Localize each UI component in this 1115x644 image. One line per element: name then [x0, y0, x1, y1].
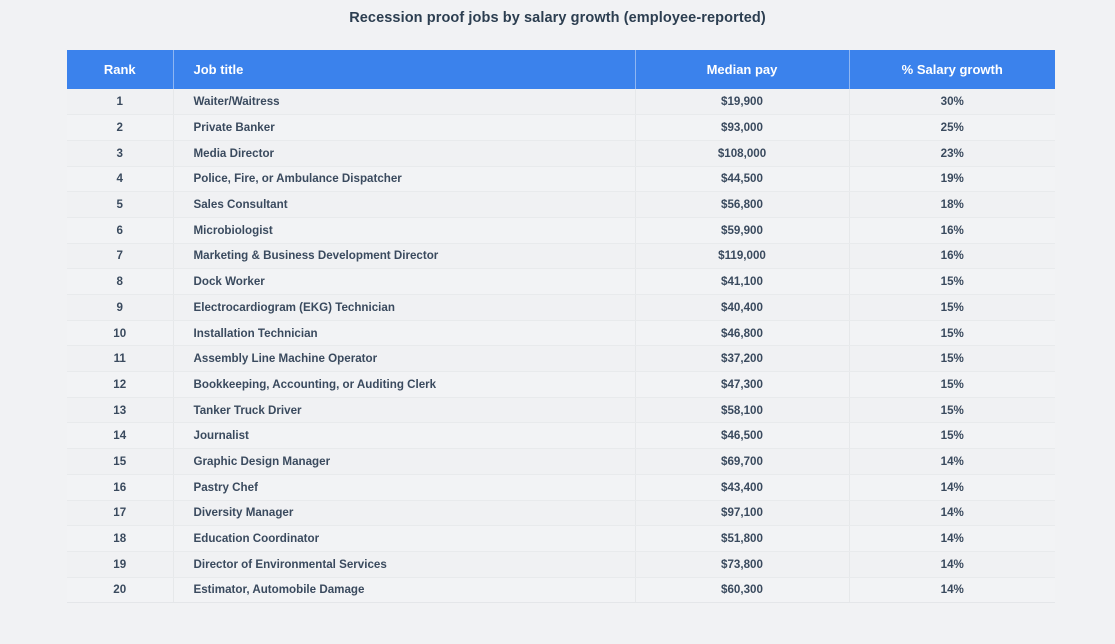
table-row [67, 423, 1055, 449]
cell-median-pay: $119,000 [635, 243, 849, 269]
cell-salary-growth: 15% [849, 423, 1055, 449]
table-row [67, 372, 1055, 398]
jobs-table-container [67, 50, 1055, 603]
cell-job-title: Diversity Manager [173, 500, 635, 526]
jobs-table [67, 50, 1055, 603]
cell-rank: 16 [67, 474, 173, 500]
cell-rank: 8 [67, 269, 173, 295]
cell-rank: 15 [67, 449, 173, 475]
cell-rank: 9 [67, 295, 173, 321]
cell-job-title: Microbiologist [173, 217, 635, 243]
cell-salary-growth: 25% [849, 115, 1055, 141]
table-row [67, 397, 1055, 423]
cell-median-pay: $47,300 [635, 372, 849, 398]
column-header-rank[interactable]: Rank [67, 50, 173, 89]
table-row [67, 346, 1055, 372]
cell-median-pay: $40,400 [635, 295, 849, 321]
cell-median-pay: $46,800 [635, 320, 849, 346]
cell-salary-growth: 14% [849, 449, 1055, 475]
cell-job-title: Estimator, Automobile Damage [173, 577, 635, 603]
cell-salary-growth: 15% [849, 397, 1055, 423]
cell-salary-growth: 15% [849, 320, 1055, 346]
table-row [67, 449, 1055, 475]
cell-job-title: Director of Environmental Services [173, 551, 635, 577]
cell-job-title: Pastry Chef [173, 474, 635, 500]
cell-salary-growth: 14% [849, 551, 1055, 577]
cell-median-pay: $19,900 [635, 89, 849, 115]
cell-median-pay: $51,800 [635, 526, 849, 552]
column-header-median-pay[interactable]: Median pay [635, 50, 849, 89]
cell-median-pay: $43,400 [635, 474, 849, 500]
table-row [67, 89, 1055, 115]
cell-salary-growth: 19% [849, 166, 1055, 192]
cell-salary-growth: 14% [849, 577, 1055, 603]
cell-salary-growth: 16% [849, 217, 1055, 243]
cell-rank: 6 [67, 217, 173, 243]
table-row [67, 577, 1055, 603]
cell-rank: 1 [67, 89, 173, 115]
cell-salary-growth: 15% [849, 372, 1055, 398]
cell-rank: 17 [67, 500, 173, 526]
cell-job-title: Waiter/Waitress [173, 89, 635, 115]
table-row [67, 140, 1055, 166]
cell-job-title: Media Director [173, 140, 635, 166]
cell-job-title: Journalist [173, 423, 635, 449]
cell-rank: 2 [67, 115, 173, 141]
table-body [67, 89, 1055, 603]
table-row [67, 269, 1055, 295]
cell-job-title: Installation Technician [173, 320, 635, 346]
table-row [67, 115, 1055, 141]
cell-rank: 13 [67, 397, 173, 423]
cell-job-title: Electrocardiogram (EKG) Technician [173, 295, 635, 321]
column-header-job-title[interactable]: Job title [173, 50, 635, 89]
cell-median-pay: $44,500 [635, 166, 849, 192]
cell-job-title: Education Coordinator [173, 526, 635, 552]
table-row [67, 551, 1055, 577]
table-row [67, 320, 1055, 346]
cell-salary-growth: 18% [849, 192, 1055, 218]
cell-salary-growth: 14% [849, 526, 1055, 552]
table-row [67, 192, 1055, 218]
cell-median-pay: $97,100 [635, 500, 849, 526]
cell-salary-growth: 15% [849, 346, 1055, 372]
cell-median-pay: $108,000 [635, 140, 849, 166]
cell-rank: 19 [67, 551, 173, 577]
cell-salary-growth: 16% [849, 243, 1055, 269]
table-row [67, 166, 1055, 192]
cell-job-title: Marketing & Business Development Director [173, 243, 635, 269]
cell-median-pay: $58,100 [635, 397, 849, 423]
cell-job-title: Tanker Truck Driver [173, 397, 635, 423]
cell-job-title: Assembly Line Machine Operator [173, 346, 635, 372]
column-header-salary-growth[interactable]: % Salary growth [849, 50, 1055, 89]
cell-median-pay: $37,200 [635, 346, 849, 372]
cell-salary-growth: 23% [849, 140, 1055, 166]
cell-salary-growth: 15% [849, 269, 1055, 295]
table-row [67, 474, 1055, 500]
cell-median-pay: $60,300 [635, 577, 849, 603]
cell-median-pay: $69,700 [635, 449, 849, 475]
cell-rank: 4 [67, 166, 173, 192]
cell-job-title: Sales Consultant [173, 192, 635, 218]
table-row [67, 243, 1055, 269]
cell-median-pay: $93,000 [635, 115, 849, 141]
cell-job-title: Private Banker [173, 115, 635, 141]
cell-rank: 20 [67, 577, 173, 603]
cell-rank: 11 [67, 346, 173, 372]
cell-median-pay: $41,100 [635, 269, 849, 295]
table-row [67, 295, 1055, 321]
cell-median-pay: $59,900 [635, 217, 849, 243]
cell-job-title: Bookkeeping, Accounting, or Auditing Clerk [173, 372, 635, 398]
table-header-row [67, 50, 1055, 89]
cell-median-pay: $73,800 [635, 551, 849, 577]
cell-median-pay: $46,500 [635, 423, 849, 449]
table-header [67, 50, 1055, 89]
cell-rank: 5 [67, 192, 173, 218]
cell-salary-growth: 15% [849, 295, 1055, 321]
cell-rank: 18 [67, 526, 173, 552]
cell-salary-growth: 14% [849, 500, 1055, 526]
cell-salary-growth: 14% [849, 474, 1055, 500]
cell-rank: 10 [67, 320, 173, 346]
page-title: Recession proof jobs by salary growth (employee-reported) [349, 10, 766, 26]
cell-rank: 7 [67, 243, 173, 269]
cell-median-pay: $56,800 [635, 192, 849, 218]
cell-job-title: Police, Fire, or Ambulance Dispatcher [173, 166, 635, 192]
cell-rank: 3 [67, 140, 173, 166]
cell-job-title: Dock Worker [173, 269, 635, 295]
cell-job-title: Graphic Design Manager [173, 449, 635, 475]
table-row [67, 217, 1055, 243]
cell-rank: 14 [67, 423, 173, 449]
cell-salary-growth: 30% [849, 89, 1055, 115]
table-row [67, 500, 1055, 526]
cell-rank: 12 [67, 372, 173, 398]
table-row [67, 526, 1055, 552]
